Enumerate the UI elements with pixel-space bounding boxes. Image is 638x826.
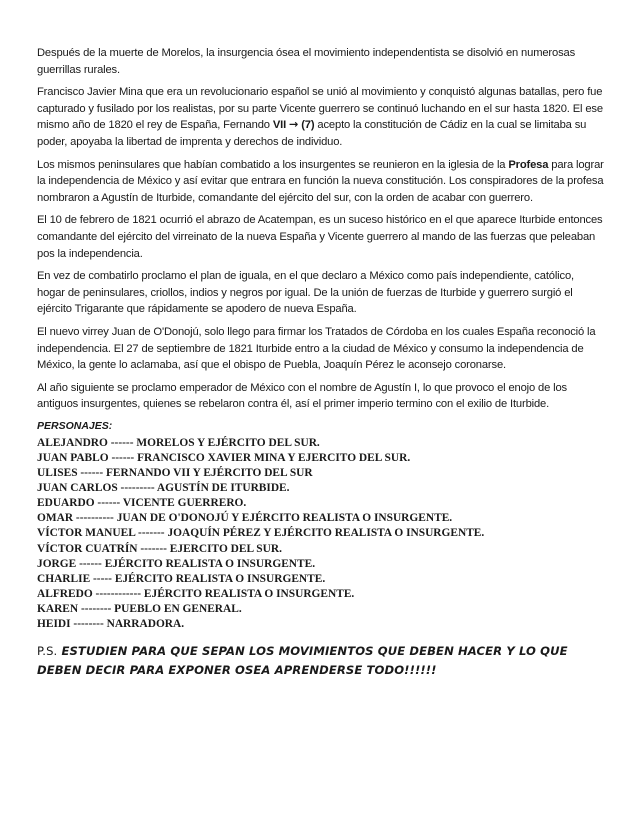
postscript-note (37, 642, 604, 680)
cast-line: ALFREDO ------------ EJÉRCITO REALISTA O INSURGENTE. (37, 587, 355, 600)
cast-line: ALEJANDRO ------ MORELOS Y EJÉRCITO DEL SUR. (37, 436, 320, 449)
cast-line: KAREN -------- PUEBLO EN GENERAL. (37, 602, 242, 615)
cast-line: JORGE ------ EJÉRCITO REALISTA O INSURGENTE. (37, 557, 316, 570)
paragraph-5-text: En vez de combatirlo proclamo el plan de iguala, en el que declaro a México como país independiente, católico, hogar de peninsulares, criollos, indios y negros por igual. De la unión de fuerzas de Iturbide y guerrero surgió el ejército Trigarante que rápidamente se apodero de nueva España. (37, 270, 574, 316)
cast-line: CHARLIE ----- EJÉRCITO REALISTA O INSURGENTE. (37, 572, 326, 585)
cast-line: VÍCTOR CUATRÍN ------- EJERCITO DEL SUR. (37, 542, 282, 555)
cast-list (37, 436, 604, 632)
cast-line: JUAN PABLO ------ FRANCISCO XAVIER MINA Y EJERCITO DEL SUR. (37, 451, 411, 464)
paragraph-7-text: Al año siguiente se proclamo emperador de México con el nombre de Agustín I, lo que provoco el enojo de los antiguos insurgentes, quienes se rebelaron contra él, así el primer imperio termino con el exilio de Iturbide. (37, 381, 567, 411)
paragraph-3 (37, 157, 604, 207)
paragraph-5 (37, 268, 604, 318)
paragraph-4-text: El 10 de febrero de 1821 ocurrió el abrazo de Acatempan, es un suceso histórico en el que aparece Iturbide entonces comandante del ejército del virreinato de la nueva España y Vicente guerrero al mando de las fuerzas que peleaban pos la independencia. (37, 214, 603, 260)
paragraph-3-text-a: Los mismos peninsulares que habían combatido a los insurgentes se reunieron en la iglesia de la (37, 158, 509, 171)
cast-line: ULISES ------ FERNANDO VII Y EJÉRCITO DEL SUR (37, 467, 313, 480)
numeral-seven: (7) (301, 119, 315, 132)
roman-numeral-vii: VII (272, 119, 287, 132)
paragraph-3-text-b: para lograr la independencia de México y así evitar que entrara en función la nueva constitución. Los conspiradores de la profesa nombraron a Agustín de Iturbide, comandante del ejército del sur, con la orden de acabar con guerrero. (37, 158, 604, 204)
arrow-right-icon: → (289, 118, 299, 132)
paragraph-6-text: El nuevo virrey Juan de O'Donojú, solo llego para firmar los Tratados de Córdoba en los cuales España reconoció la independencia. El 27 de septiembre de 1821 Iturbide entro a la ciudad de México y consumo la independencia de México, la gente lo aclamaba, así que el obispo de Puebla, Joaquín Pérez le aconsejo coronarse. (37, 325, 596, 372)
cast-line: VÍCTOR MANUEL ------- JOAQUÍN PÉREZ Y EJÉRCITO REALISTA O INSURGENTE. (37, 527, 485, 540)
cast-line: OMAR ---------- JUAN DE O'DONOJÚ Y EJÉRCITO REALISTA O INSURGENTE. (37, 512, 453, 525)
paragraph-6 (37, 324, 604, 374)
paragraph-4 (37, 212, 604, 262)
cast-line: HEIDI -------- NARRADORA. (37, 618, 185, 630)
personajes-heading: PERSONAJES: (37, 419, 113, 432)
paragraph-2-text-b: acepto la constitución de Cádiz en la cual se limitaba su poder, apoyaba la libertad de imprenta y derechos de individuo. (37, 119, 587, 148)
cast-line: JUAN CARLOS --------- AGUSTÍN DE ITURBIDE. (37, 482, 290, 495)
paragraph-2-text-a: Francisco Javier Mina que era un revolucionario español se unió al movimiento y conquistó algunas batallas, pero fue capturado y fusilado por los realistas, por su parte Vicente guerrero se continuó luchando en el sur hasta 1820. El ese mismo año de 1820 el rey de España, Fernando (37, 86, 603, 132)
postscript-label: P.S. (37, 644, 58, 659)
postscript-text: ESTUDIEN PARA QUE SEPAN LOS MOVIMIENTOS QUE DEBEN HACER Y LO QUE DEBEN DECIR PARA EXPONER OSEA APRENDERSE TODO!!!!!! (37, 644, 568, 678)
paragraph-1 (37, 45, 604, 78)
paragraph-7 (37, 380, 604, 413)
cast-line: EDUARDO ------ VICENTE GUERRERO. (37, 497, 247, 510)
paragraph-2 (37, 84, 604, 150)
profesa-emphasis: Profesa (508, 158, 549, 171)
paragraph-1-text: Después de la muerte de Morelos, la insurgencia ósea el movimiento independentista se disolvió en numerosas guerrillas rurales. (37, 47, 576, 76)
